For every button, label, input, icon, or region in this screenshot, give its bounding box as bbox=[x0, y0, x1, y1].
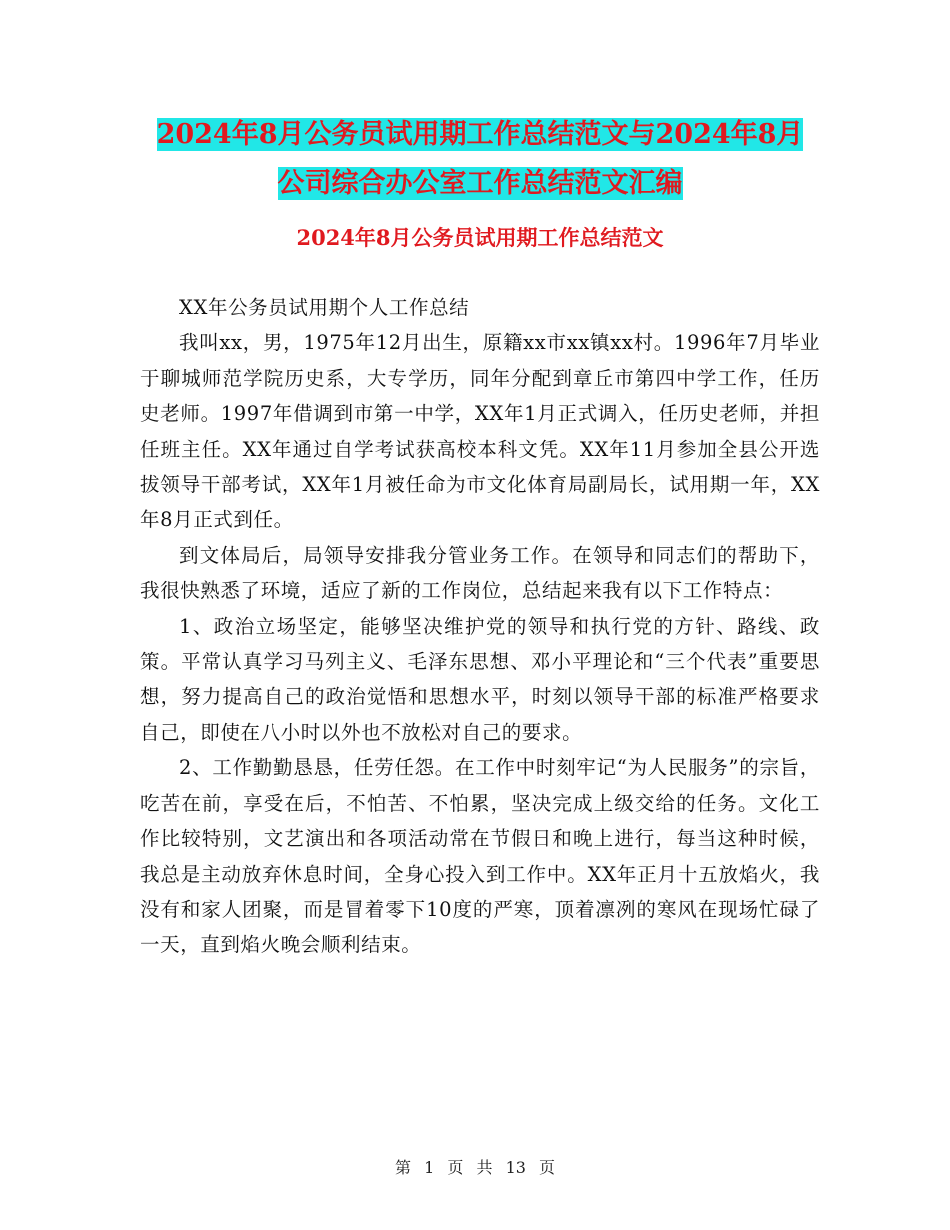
footer-page-suffix: 页 bbox=[539, 1158, 556, 1177]
footer-page-mid: 页 bbox=[447, 1158, 464, 1177]
footer-page-prefix: 第 bbox=[394, 1158, 411, 1177]
paragraph: 2、工作勤勤恳恳，任劳任怨。在工作中时刻牢记“为人民服务”的宗旨，吃苦在前，享受在后，不怕苦、不怕累，坚决完成上级交给的任务。文化工作比较特别，文艺演出和各项活动常在节假日和晚上进行，每当这种时候，我总是主动放弃休息时间，全身心投入到工作中。XX年正月十五放焰火，我没有和家人团聚，而是冒着零下10度的严寒，顶着凛冽的寒风在现场忙碌了一天，直到焰火晚会顺利结束。 bbox=[140, 756, 820, 957]
footer-page-number: 1 bbox=[424, 1158, 435, 1177]
section-title: 2024年8月公务员试用期工作总结范文 bbox=[296, 225, 664, 250]
paragraph: 我叫xx，男，1975年12月出生，原籍xx市xx镇xx村。1996年7月毕业于聊城师范学院历史系，大专学历，同年分配到章丘市第四中学工作，任历史老师。1997年借调到市第一中学，XX年1月正式调入，任历史老师，并担任班主任。XX年通过自学考试获高校本科文凭。XX年11月参加全县公开选拔领导干部考试，XX年1月被任命为市文化体育局副局长，试用期一年，XX年8月正式到任。 bbox=[140, 331, 820, 532]
title-line-2: 公司综合办公室工作总结范文汇编 bbox=[277, 168, 683, 199]
title-line-1: 2024年8月公务员试用期工作总结范文与2024年8月 bbox=[156, 119, 804, 150]
document-title bbox=[140, 110, 820, 208]
paragraph: XX年公务员试用期个人工作总结 bbox=[179, 296, 470, 319]
document-body bbox=[140, 290, 820, 963]
footer-total-prefix: 共 bbox=[476, 1158, 493, 1177]
paragraph: 到文体局后，局领导安排我分管业务工作。在领导和同志们的帮助下，我很快熟悉了环境，适应了新的工作岗位，总结起来我有以下工作特点： bbox=[140, 543, 820, 603]
footer-total-pages: 13 bbox=[505, 1158, 526, 1177]
page-footer bbox=[0, 1155, 950, 1178]
paragraph: 1、政治立场坚定，能够坚决维护党的领导和执行党的方针、路线、政策。平常认真学习马列主义、毛泽东思想、邓小平理论和“三个代表”重要思想，努力提高自己的政治觉悟和思想水平，时刻以领导干部的标准严格要求自己，即使在八小时以外也不放松对自己的要求。 bbox=[140, 614, 820, 744]
